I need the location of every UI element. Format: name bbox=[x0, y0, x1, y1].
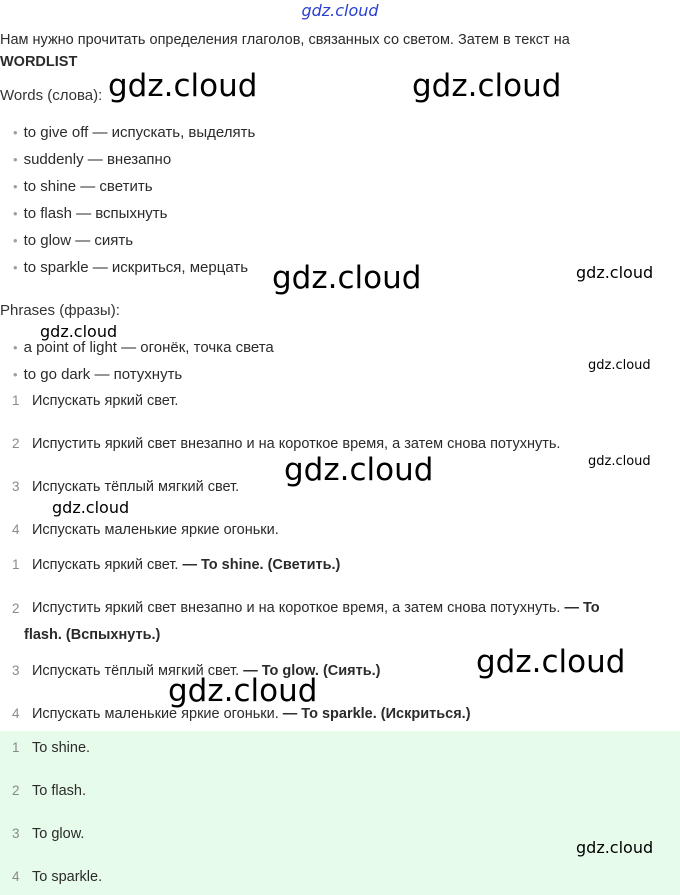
watermark: gdz.cloud bbox=[168, 673, 318, 709]
definition-row: 2 Испустить яркий свет внезапно и на короткое время, а затем снова потухнуть. bbox=[12, 436, 561, 452]
watermark: gdz.cloud bbox=[40, 322, 118, 341]
answer-row: 1 Испускать яркий свет. — To shine. (Светить.) bbox=[12, 557, 341, 573]
phrases-heading: Phrases (фразы): bbox=[0, 302, 120, 319]
bullet-icon: • bbox=[13, 125, 18, 140]
list-item: • to give off — испускать, выделять bbox=[13, 124, 256, 141]
bullet-icon: • bbox=[13, 367, 18, 382]
watermark: gdz.cloud bbox=[576, 263, 654, 282]
watermark: gdz.cloud bbox=[588, 358, 651, 373]
final-answer-row: 2 To flash. bbox=[12, 783, 86, 799]
list-item: • to shine — светить bbox=[13, 178, 153, 195]
list-item: • to go dark — потухнуть bbox=[13, 366, 183, 383]
list-item: • suddenly — внезапно bbox=[13, 151, 172, 168]
bullet-icon: • bbox=[13, 179, 18, 194]
list-item: • to glow — сиять bbox=[13, 232, 134, 249]
final-answer-row: 4 To sparkle. bbox=[12, 869, 103, 885]
bullet-icon: • bbox=[13, 206, 18, 221]
watermark: gdz.cloud bbox=[108, 68, 258, 104]
bullet-icon: • bbox=[13, 233, 18, 248]
answer-row: 3 Испускать тёплый мягкий свет. — To glow. (Сиять.) bbox=[12, 663, 381, 679]
site-watermark-top: gdz.cloud bbox=[301, 1, 379, 20]
definition-row: 4 Испускать маленькие яркие огоньки. bbox=[12, 522, 279, 538]
intro-text bbox=[0, 29, 676, 73]
watermark: gdz.cloud bbox=[476, 644, 626, 680]
bullet-icon: • bbox=[13, 340, 18, 355]
watermark: gdz.cloud bbox=[588, 454, 651, 469]
watermark: gdz.cloud bbox=[52, 498, 130, 517]
words-heading: Words (слова): bbox=[0, 87, 103, 104]
definition-row: 1 Испускать яркий свет. bbox=[12, 393, 179, 409]
list-item: • a point of light — огонёк, точка света bbox=[13, 339, 274, 356]
intro-wordlist: WORDLIST bbox=[0, 54, 78, 70]
final-answer-row: 3 To glow. bbox=[12, 826, 85, 842]
list-item: • to flash — вспыхнуть bbox=[13, 205, 168, 222]
final-answer-row: 1 To shine. bbox=[12, 740, 91, 756]
bullet-icon: • bbox=[13, 152, 18, 167]
list-item: • to sparkle — искриться, мерцать bbox=[13, 259, 249, 276]
definition-row: 3 Испускать тёплый мягкий свет. bbox=[12, 479, 240, 495]
watermark: gdz.cloud bbox=[412, 68, 562, 104]
answer-row: 2 Испустить яркий свет внезапно и на короткое время, а затем снова потухнуть. — To flash. (Вспыхнуть.) bbox=[12, 600, 600, 643]
bullet-icon: • bbox=[13, 260, 18, 275]
watermark: gdz.cloud bbox=[576, 838, 654, 857]
intro-line: Нам нужно прочитать определения глаголов, связанных со светом. Затем в текст на bbox=[0, 32, 570, 48]
watermark: gdz.cloud bbox=[272, 260, 422, 296]
answer-row: 4 Испускать маленькие яркие огоньки. — To sparkle. (Искриться.) bbox=[12, 706, 471, 722]
watermark: gdz.cloud bbox=[284, 452, 434, 488]
